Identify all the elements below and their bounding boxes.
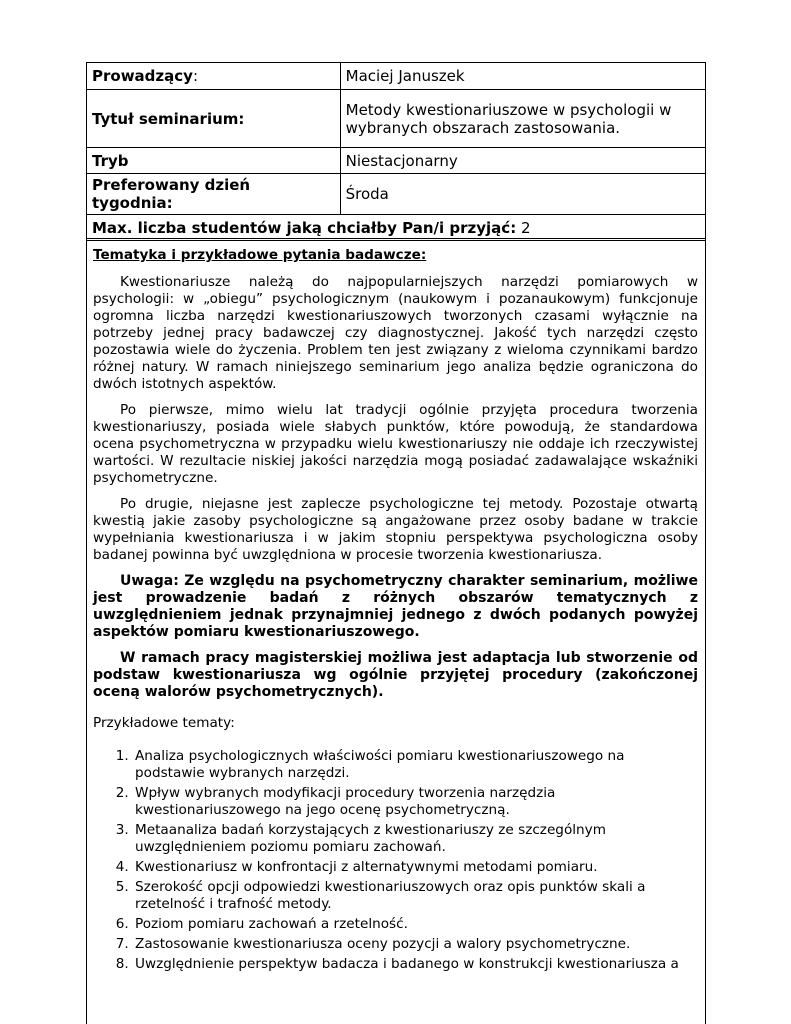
- list-item: 3. Metaanaliza badań korzystających z kwestionariuszy ze szczególnym uwzględnieniem poziomu pomiaru zachowań.: [133, 822, 698, 856]
- mode-value: Niestacjonarny: [340, 148, 705, 174]
- topics-heading: Tematyka i przykładowe pytania badawcze:: [93, 247, 427, 263]
- mode-label: Tryb: [87, 148, 341, 174]
- seminar-title-label: Tytuł seminarium:: [87, 90, 341, 148]
- instructor-label-cell: [87, 63, 341, 90]
- max-students-label: Max. liczba studentów jaką chciałby Pan/i przyjąć:: [92, 218, 517, 237]
- table-row: [87, 63, 706, 90]
- list-item: 4. Kwestionariusz w konfrontacji z alternatywnymi metodami pomiaru.: [133, 859, 698, 876]
- instructor-label: Prowadzący: [92, 67, 193, 85]
- instructor-value: Maciej Januszek: [340, 63, 705, 90]
- first-aspect-paragraph: Po pierwsze, mimo wielu lat tradycji ogólnie przyjęta procedura tworzenia kwestionariuszy, posiada wiele słabych punktów, które powodują, że standardowa ocena psychometryczna w przypadku wielu kwestionariuszy nie oddaje ich rzeczywistej wartości. W rezultacie niskiej jakości narzędzia mogą posiadać zadawalające wskaźniki psychometryczne.: [93, 402, 698, 486]
- seminar-title-value: Metody kwestionariuszowe w psychologii w wybranych obszarach zastosowania.: [340, 90, 705, 148]
- example-topics-list: [93, 748, 698, 973]
- list-item: 1. Analiza psychologicznych właściwości pomiaru kwestionariuszowego na podstawie wybranych narzędzi.: [133, 748, 698, 782]
- list-item: 8. Uwzględnienie perspektyw badacza i badanego w konstrukcji kwestionariusza a: [133, 956, 698, 973]
- note-paragraph: Uwaga: Ze względu na psychometryczny charakter seminarium, możliwe jest prowadzenie badań z różnych obszarów tematycznych z uwzględnieniem jednak przynajmniej jednego z dwóch podanych powyżej aspektów pomiaru kwestionariuszowego.: [93, 573, 698, 640]
- max-students-value: 2: [520, 218, 531, 237]
- table-row: [87, 174, 706, 215]
- thesis-paragraph: W ramach pracy magisterskiej możliwa jest adaptacja lub stworzenie od podstaw kwestionariusza wg ogólnie przyjętej procedury (zakończonej oceną walorów psychometrycznych).: [93, 650, 698, 700]
- intro-paragraph: Kwestionariusze należą do najpopularniejszych narzędzi pomiarowych w psychologii: w „obiegu” psychologicznym (naukowym i pozanaukowym) funkcjonuje ogromna liczba narzędzi kwestionariuszowych tworzonych czasami wyłącznie na potrzeby jednej pracy badawczej czy diagnostycznej. Jakość tych narzędzi często pozostawia wiele do życzenia. Problem ten jest związany z wieloma czynnikami bardzo różnej natury. W ramach niniejszego seminarium jego analiza będzie ograniczona do dwóch istotnych aspektów.: [93, 274, 698, 392]
- preferred-day-label: Preferowany dzień tygodnia:: [87, 174, 341, 215]
- second-aspect-paragraph: Po drugie, niejasne jest zaplecze psychologiczne tej metody. Pozostaje otwartą kwestią jakie zasoby psychologiczne są angażowane przez osoby badane w trakcie wypełniania kwestionariusza i w jakim stopniu perspektywa psychologiczna osoby badanej powinna być uwzględniona w procesie tworzenia kwestionariusza.: [93, 496, 698, 563]
- table-row: [87, 215, 706, 241]
- seminar-info-table: [86, 62, 706, 241]
- list-item: 2. Wpływ wybranych modyfikacji procedury tworzenia narzędzia kwestionariuszowego na jego ocenę psychometryczną.: [133, 785, 698, 819]
- list-item: 5. Szerokość opcji odpowiedzi kwestionariuszowych oraz opis punktów skali a rzetelność i trafność metody.: [133, 879, 698, 913]
- table-row: [87, 90, 706, 148]
- list-item: 7. Zastosowanie kwestionariusza oceny pozycji a walory psychometryczne.: [133, 936, 698, 953]
- preferred-day-value: Środa: [340, 174, 705, 215]
- table-row: [87, 148, 706, 174]
- example-topics-label: Przykładowe tematy:: [93, 715, 235, 731]
- list-item: 6. Poziom pomiaru zachowań a rzetelność.: [133, 916, 698, 933]
- instructor-label-colon: :: [192, 67, 198, 85]
- max-students-cell: [87, 215, 706, 241]
- seminar-description-box: [86, 238, 706, 1024]
